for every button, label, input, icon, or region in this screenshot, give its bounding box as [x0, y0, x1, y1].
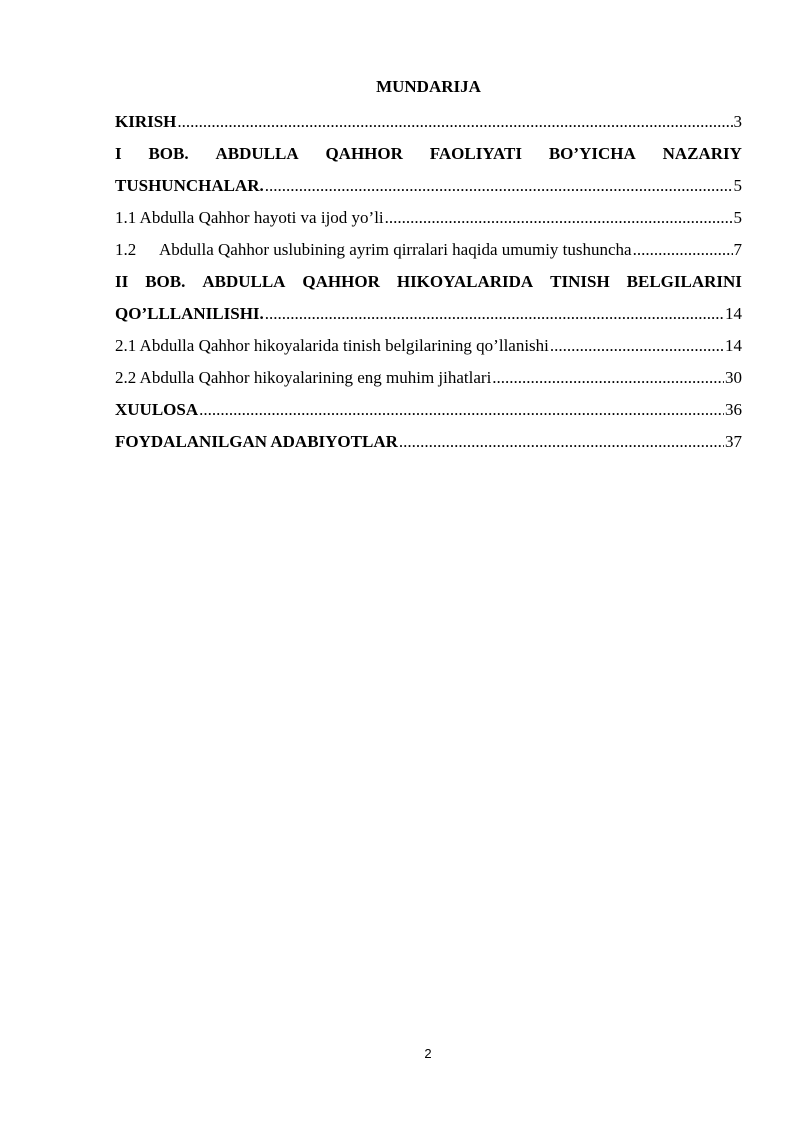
- toc-entry-kirish[interactable]: [115, 108, 742, 140]
- toc-entry-bob1[interactable]: [115, 172, 742, 204]
- toc-entry-label: 1.1 Abdulla Qahhor hayoti va ijod yo’li: [115, 208, 384, 227]
- toc-entry-2-2[interactable]: [115, 364, 742, 396]
- toc-word: ABDULLA: [215, 144, 299, 163]
- toc-word: II: [115, 272, 129, 291]
- toc-page-number: 36: [725, 400, 742, 419]
- toc-entry-xulosa[interactable]: [115, 396, 742, 428]
- table-of-contents: [115, 108, 742, 460]
- toc-entry-label: QO’LLLANILISHI.: [115, 304, 264, 323]
- toc-entry-adabiyotlar[interactable]: [115, 428, 742, 460]
- toc-entry-2-1[interactable]: [115, 332, 742, 364]
- toc-page-number: 14: [725, 336, 742, 355]
- toc-entry-label: XUULOSA: [115, 400, 199, 419]
- dot-leader: [550, 335, 724, 357]
- toc-word: HIKOYALARIDA: [396, 272, 534, 291]
- toc-entry-label: Abdulla Qahhor uslubining ayrim qirralari haqida umumiy tushuncha: [159, 240, 632, 259]
- dot-leader: [385, 207, 733, 229]
- toc-entry-bob2-heading[interactable]: [115, 268, 742, 300]
- toc-word: ABDULLA: [202, 272, 286, 291]
- toc-word: NAZARIY: [662, 144, 742, 163]
- toc-page-number: 37: [725, 432, 742, 451]
- toc-word: QAHHOR: [325, 144, 403, 163]
- toc-word: I: [115, 144, 122, 163]
- toc-word: BOB.: [145, 272, 186, 291]
- toc-title: MUNDARIJA: [376, 77, 481, 96]
- toc-page-number: 5: [733, 176, 742, 195]
- toc-page-number: 30: [725, 368, 742, 387]
- dot-leader: [492, 367, 724, 389]
- toc-word: QAHHOR: [302, 272, 380, 291]
- page-number: 2: [424, 1046, 432, 1061]
- toc-page-number: 7: [733, 240, 742, 259]
- toc-entry-number: 1.2: [115, 240, 137, 259]
- toc-word: TINISH: [550, 272, 610, 291]
- toc-entry-1-1[interactable]: [115, 204, 742, 236]
- toc-page-number: 3: [733, 112, 742, 131]
- dot-leader: [633, 239, 733, 261]
- toc-word: BO’YICHA: [548, 144, 636, 163]
- toc-word: BOB.: [148, 144, 189, 163]
- toc-entry-label: 2.2 Abdulla Qahhor hikoyalarining eng muhim jihatlari: [115, 368, 492, 387]
- toc-entry-1-2[interactable]: [115, 236, 742, 268]
- dot-leader: [177, 111, 732, 133]
- toc-entry-label: TUSHUNCHALAR.: [115, 176, 264, 195]
- dot-leader: [399, 431, 724, 453]
- toc-entry-label: FOYDALANILGAN ADABIYOTLAR: [115, 432, 398, 451]
- toc-word: FAOLIYATI: [429, 144, 522, 163]
- dot-leader: [265, 175, 733, 197]
- dot-leader: [199, 399, 724, 421]
- toc-page-number: 5: [733, 208, 742, 227]
- toc-word: BELGILARINI: [626, 272, 742, 291]
- toc-entry-bob2[interactable]: [115, 300, 742, 332]
- toc-entry-label: KIRISH: [115, 112, 177, 131]
- toc-entry-label: 2.1 Abdulla Qahhor hikoyalarida tinish belgilarining qo’llanishi: [115, 336, 549, 355]
- toc-page-number: 14: [725, 304, 742, 323]
- dot-leader: [265, 303, 724, 325]
- toc-entry-bob1-heading[interactable]: [115, 140, 742, 172]
